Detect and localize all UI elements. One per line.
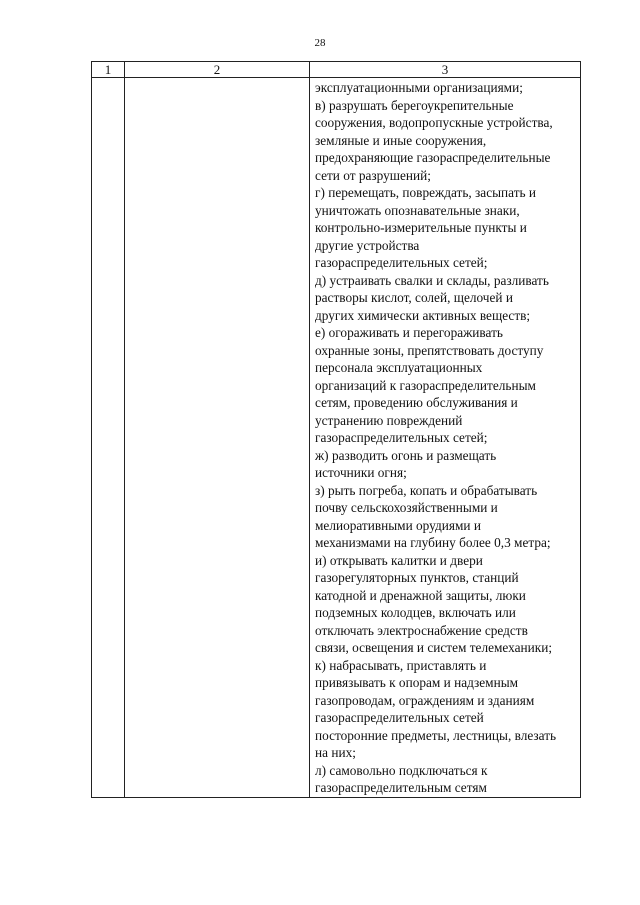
text-line: подземных колодцев, включать или [315,605,516,620]
text-line: газорегуляторных пунктов, станций [315,570,519,585]
column-1-cell [92,78,125,798]
column-header-2: 2 [125,62,310,78]
text-line: и) открывать калитки и двери [315,552,483,568]
text-line: земляные и иные сооружения, [315,132,487,148]
text-line: персонала эксплуатационных [315,360,483,375]
text-line: механизмами на глубину более 0,3 метра; [315,535,551,550]
column-3-cell [310,78,581,798]
text-line: з) рыть погреба, копать и обрабатывать [315,482,538,498]
text-line: е) огораживать и перегораживать [315,325,503,340]
text-line: на них; [315,745,356,760]
text-line: эксплуатационными организациями; [315,80,523,95]
text-line: л) самовольно подключаться к [315,762,488,778]
table-row [92,78,581,798]
text-line: ж) разводить огонь и размещать [315,447,497,463]
text-line: охранные зоны, препятствовать доступу [315,342,544,358]
prohibitions-text [310,78,580,797]
text-line: источники огня; [315,465,407,480]
text-line: газопроводам, ограждениям и зданиям [315,692,535,708]
text-line: организаций к газораспределительным [315,377,536,393]
text-line: других химически активных веществ; [315,307,531,323]
text-line: мелиоративными орудиями и [315,517,481,533]
text-line: газораспределительных сетей; [315,255,488,270]
column-header-3: 3 [310,62,581,78]
column-header-1: 1 [92,62,125,78]
text-line: посторонние предметы, лестницы, влезать [315,727,557,743]
text-line: газораспределительным сетям [315,780,487,795]
text-line: сетям, проведению обслуживания и [315,395,518,410]
text-line: уничтожать опознавательные знаки, [315,202,520,218]
text-line: в) разрушать берегоукрепительные [315,97,514,113]
page-number: 28 [314,37,326,49]
document-table [91,61,581,798]
text-line: предохраняющие газораспределительные [315,150,551,165]
text-line: другие устройства [315,237,420,253]
text-line: связи, освещения и систем телемеханики; [315,640,553,655]
text-line: растворы кислот, солей, щелочей и [315,290,513,305]
text-line: д) устраивать свалки и склады, разливать [315,272,549,288]
text-line: контрольно-измерительные пункты и [315,220,527,235]
text-line: катодной и дренажной защиты, люки [315,587,526,603]
text-line: привязывать к опорам и надземным [315,675,519,690]
text-line: к) набрасывать, приставлять и [315,657,487,673]
text-line: отключать электроснабжение средств [315,622,528,638]
text-line: г) перемещать, повреждать, засыпать и [315,185,537,200]
text-line: газораспределительных сетей; [315,430,488,445]
text-line: почву сельскохозяйственными и [315,500,498,515]
text-line: сети от разрушений; [315,167,431,183]
text-line: сооружения, водопропускные устройства, [315,115,553,130]
table-header-row [92,62,581,78]
text-line: устранению повреждений [315,412,463,428]
text-line: газораспределительных сетей [315,710,484,725]
column-2-cell [125,78,310,798]
